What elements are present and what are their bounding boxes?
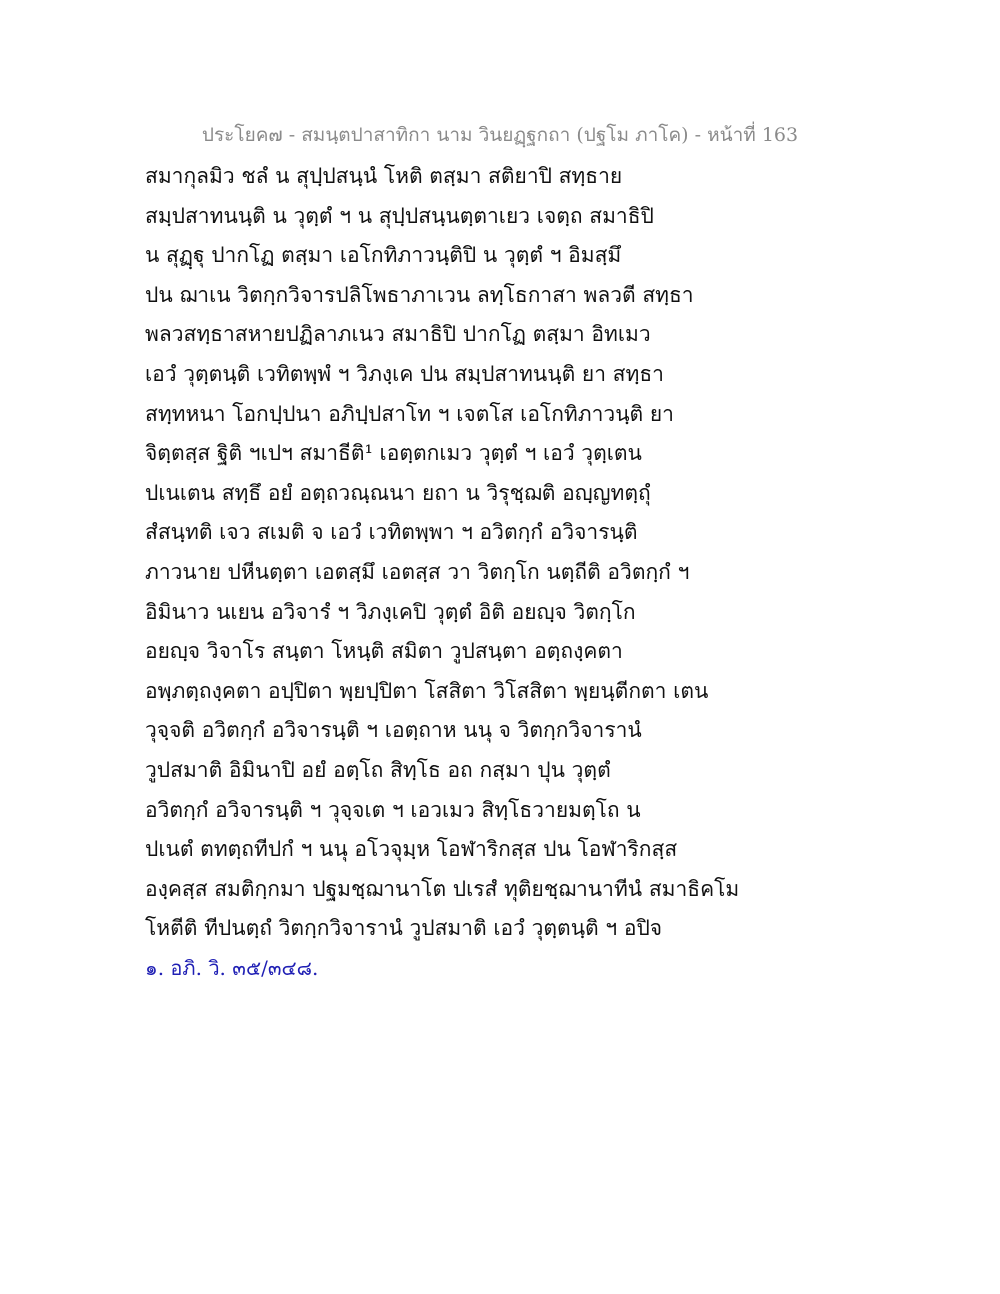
page-header: ประโยค๗ - สมนฺตปาสาทิกา นาม วินยฏฺฐกถา (ปฐโม ภาโค) - หน้าที่ 163 [201,124,799,146]
text-line: สมากุลมิว ชลํ น สุปฺปสนฺนํ โหติ ตสฺมา สติยาปิ สทฺธาย [145,164,623,188]
text-line: สํสนฺทติ เจว สเมติ จ เอวํ เวทิตพฺพา ฯ อวิตกฺกํ อวิจารนฺติ [145,520,638,545]
text-line: อยญฺจ วิจาโร สนฺตา โหนฺติ สมิตา วูปสนฺตา อตฺถงฺคตา [145,639,623,664]
text-line: ปเนเตน สทฺธึ อยํ อตฺถวณฺณนา ยถา น วิรุชฺฌติ อญฺญทตฺถุํ [145,480,651,505]
text-line: โหตีติ ทีปนตฺถํ วิตกฺกวิจารานํ วูปสมาติ เอวํ วุตฺตนฺติ ฯ อปิจ [145,916,663,941]
text-line: น สุฏฺฐุ ปากโฏ ตสฺมา เอโกทิภาวนฺติปิ น วุตฺตํ ฯ อิมสฺมึ [145,243,622,268]
text-line: จิตฺตสฺส ฐิติ ฯเปฯ สมาธีติ¹ เอตฺตกเมว วุตฺตํ ฯ เอวํ วุตฺเตน [145,441,642,466]
text-line: สมฺปสาทนนฺติ น วุตฺตํ ฯ น สุปฺปสนฺนตฺตาเยว เจตฺถ สมาธิปิ [145,203,654,228]
body-text [145,157,945,949]
text-line: ปเนตํ ตทตฺถทีปกํ ฯ นนุ อโวจุมฺห โอฬาริกสฺส ปน โอฬาริกสฺส [145,837,678,862]
text-line: สทฺทหนา โอกปฺปนา อภิปฺปสาโท ฯ เจตโส เอโกทิภาวนฺติ ยา [145,401,674,426]
text-line: อวิตกฺกํ อวิจารนฺติ ฯ วุจฺจเต ฯ เอวเมว สิทฺโธวายมตฺโถ น [145,797,641,822]
text-line: องฺคสฺส สมติกฺกมา ปฐมชฺฌานาโต ปเรสํ ทุติยชฺฌานาทีนํ สมาธิคโม [145,876,740,901]
text-line: อพฺภตฺถงฺคตา อปฺปิตา พฺยปฺปิตา โสสิตา วิโสสิตา พฺยนฺตีกตา เตน [145,678,709,703]
text-line: ปน ฌาเน วิตกฺกวิจารปลิโพธาภาเวน ลทฺโธกาสา พลวตี สทฺธา [145,282,694,307]
text-line: เอวํ วุตฺตนฺติ เวทิตพฺพํ ฯ วิภงฺเค ปน สมฺปสาทนนฺติ ยา สทฺธา [145,361,664,386]
footnote: ๑. อภิ. วิ. ๓๕/๓๔๘. [145,956,319,980]
text-line: วุจฺจติ อวิตกฺกํ อวิจารนฺติ ฯ เอตฺถาห นนุ จ วิตกฺกวิจารานํ [145,718,642,743]
text-line: วูปสมาติ อิมินาปิ อยํ อตฺโถ สิทฺโธ อถ กสฺมา ปุน วุตฺตํ [145,757,611,782]
text-line: พลวสทฺธาสหายปฏิลาภเนว สมาธิปิ ปากโฏ ตสฺมา อิทเมว [145,322,651,347]
text-line: อิมินาว นเยน อวิจารํ ฯ วิภงฺเคปิ วุตฺตํ อิติ อยญฺจ วิตกฺโก [145,599,636,624]
text-line: ภาวนาย ปหีนตฺตา เอตสฺมึ เอตสฺส วา วิตกฺโก นตฺถีติ อวิตกฺกํ ฯ [145,559,690,584]
